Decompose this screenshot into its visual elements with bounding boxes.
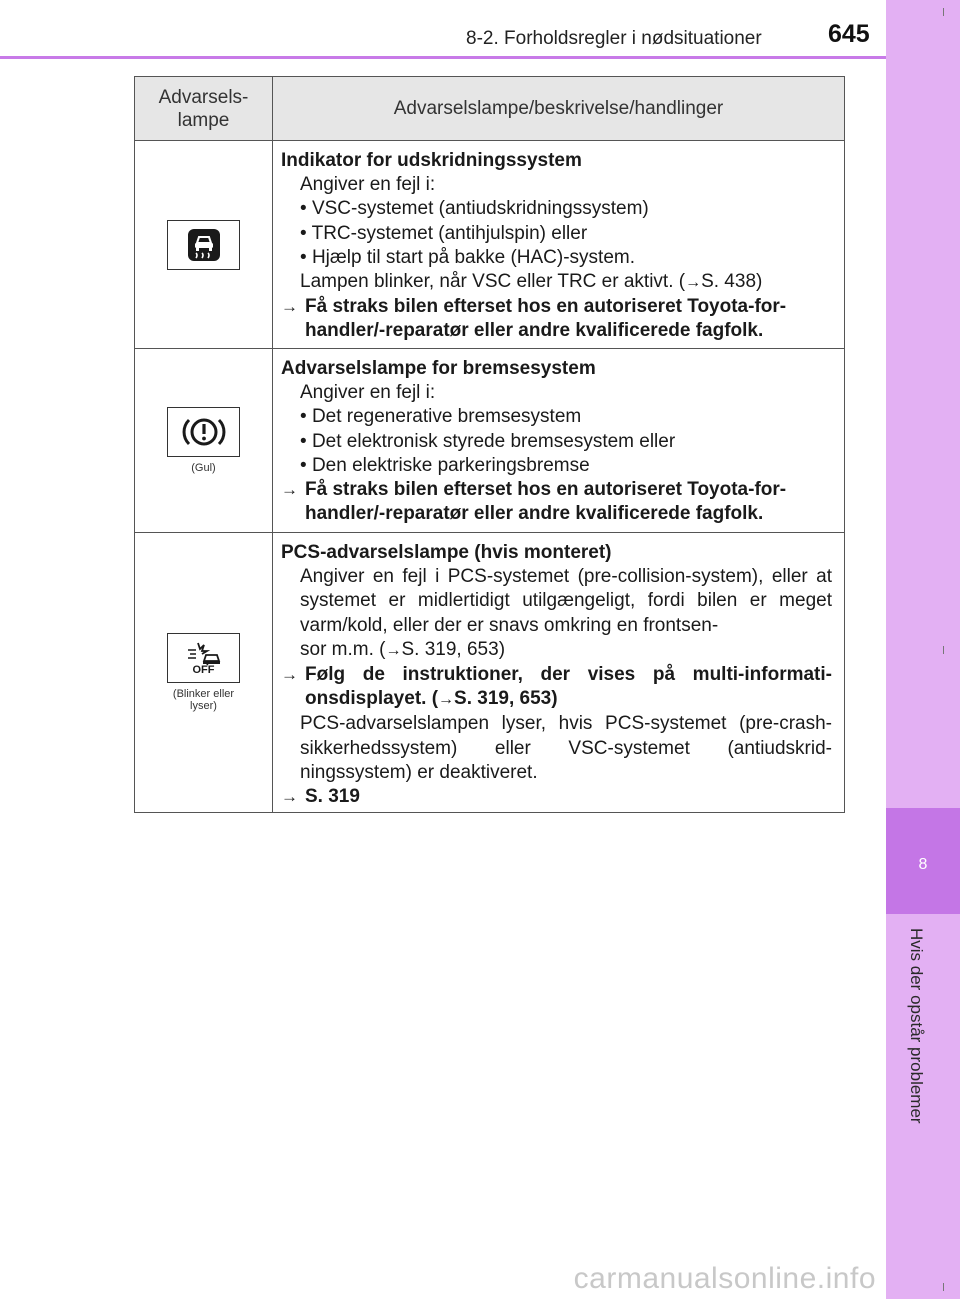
arrow-icon: →: [281, 787, 298, 807]
description-cell: [273, 349, 844, 532]
description-text: Angiver en fejl i PCS-systemet (pre-collision-system), eller at systemet er midlertidigt utilgængeligt, fordi bilen er meget varm/kold, eller der er snavs omkring en frontsen-: [300, 566, 832, 636]
list-item: • VSC-systemet (antiudskridningssystem): [281, 197, 832, 221]
brake-warning-icon: [167, 407, 240, 457]
icon-cell: [135, 141, 273, 348]
arrow-icon: →: [281, 480, 298, 500]
description-cell: [273, 141, 844, 348]
arrow-icon: →: [685, 274, 702, 292]
icon-caption: (Blinker eller lyser): [172, 688, 235, 712]
header-divider: [0, 56, 886, 59]
crop-mark: [943, 8, 944, 16]
lamp-title: PCS-advarselslampe (hvis monteret): [281, 542, 612, 563]
page-reference-link[interactable]: S. 319, 653): [454, 688, 558, 710]
page-reference-link[interactable]: S. 319: [305, 786, 360, 808]
crop-mark: [943, 646, 944, 654]
page-number: 645: [828, 20, 870, 48]
arrow-icon: →: [281, 665, 298, 685]
icon-cell: [135, 349, 273, 532]
crop-mark: [943, 1283, 944, 1291]
header-cell-description: Advarselslampe/beskrivelse/handlinger: [393, 97, 724, 119]
lamp-title: Advarselslampe for bremsesystem: [281, 358, 596, 379]
action-text: → Få straks bilen efterset hos en autoriseret Toyota-for- handler/-reparatør eller andre kvalificerede fagfolk.: [281, 478, 832, 526]
pcs-off-icon: [167, 633, 240, 683]
table-row: [135, 141, 844, 349]
page-reference-link[interactable]: S. 438): [701, 271, 763, 293]
list-item: • TRC-systemet (antihjulspin) eller: [281, 222, 832, 246]
list-item: • Det regenerative bremsesystem: [281, 405, 832, 429]
table-row: [135, 533, 844, 812]
arrow-icon: →: [281, 297, 298, 317]
table-row: [135, 349, 844, 533]
off-label: OFF: [192, 663, 215, 676]
icon-caption: (Gul): [191, 462, 216, 474]
list-item: • Hjælp til start på bakke (HAC)-system.: [281, 246, 832, 270]
icon-cell: [135, 533, 273, 812]
arrow-icon: →: [385, 641, 402, 659]
list-item: • Den elektriske parkeringsbremse: [281, 454, 832, 478]
arrow-icon: →: [438, 691, 455, 709]
list-item: • Det elektronisk styrede bremsesystem eller: [281, 430, 832, 454]
action-text: [281, 785, 832, 809]
description-text: PCS-advarselslampen lyser, hvis PCS-systemet (pre-crash-sikkerhedssystem) eller VSC-systemet (antiudskrid-ningssystem) er deaktiveret.: [300, 713, 832, 783]
slip-indicator-icon: [167, 220, 240, 270]
chapter-number: 8: [918, 856, 928, 873]
watermark: carmanualsonline.info: [573, 1262, 876, 1295]
table-header: [135, 77, 844, 141]
page-reference-link[interactable]: S. 319, 653): [401, 638, 506, 660]
note-text: Lampen blinker, når VSC eller TRC er aktivt. (→S. 438): [300, 271, 763, 293]
intro-text: Angiver en fejl i:: [300, 174, 436, 196]
description-text: sor m.m. (→S. 319, 653): [300, 638, 506, 660]
chapter-title: Hvis der opstår problemer: [907, 928, 926, 1124]
section-title: 8-2. Forholdsregler i nødsituationer: [466, 28, 762, 49]
header-cell-lamp: Advarsels- lampe: [135, 77, 273, 140]
chapter-tab[interactable]: [886, 808, 960, 914]
warning-light-table: [134, 76, 845, 813]
lamp-title: Indikator for udskridningssystem: [281, 150, 582, 171]
description-cell: [273, 533, 844, 812]
action-text: → Få straks bilen efterset hos en autoriseret Toyota-for- handler/-reparatør eller andre kvalificerede fagfolk.: [281, 295, 832, 343]
intro-text: Angiver en fejl i:: [300, 382, 436, 404]
action-text: → Følg de instruktioner, der vises på multi-informati- onsdisplayet. (→S. 319, 653): [281, 663, 832, 712]
